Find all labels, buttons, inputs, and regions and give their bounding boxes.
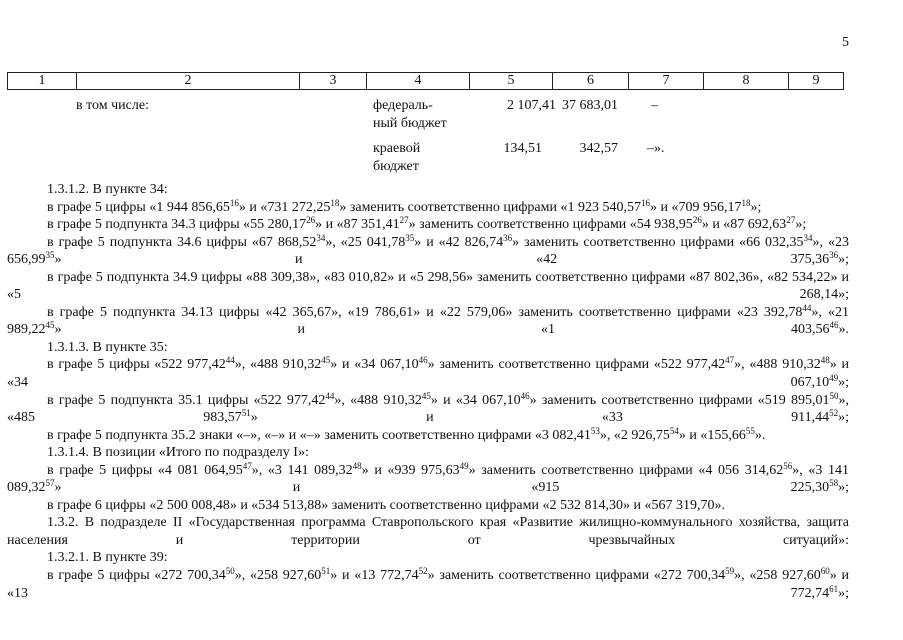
col-1: 1 (8, 73, 77, 90)
col-6: 6 (553, 73, 629, 90)
footnote-ref: 47 (242, 460, 252, 471)
paragraph (7, 181, 849, 199)
text-run: » заменить соответственно цифрами «272 700,34 (427, 568, 726, 584)
text-run: 1.3.1.3. В пункте 35: (47, 339, 168, 355)
text-run: », «258 927,60 (734, 568, 821, 584)
document-body (7, 181, 849, 602)
text-run: » и «915 225,30 (54, 480, 830, 496)
text-run: » заменить соответственно цифрами «1 923 540,57 (339, 199, 641, 215)
paragraph (7, 567, 849, 602)
col-4: 4 (367, 73, 470, 90)
footnote-ref: 47 (725, 355, 735, 366)
text-run: ». (754, 427, 766, 443)
footnote-ref: 27 (786, 215, 796, 226)
paragraph (7, 497, 849, 515)
text-run: » и «42 375,36 (54, 252, 830, 268)
text-run: » заменить соответственно цифрами «66 032,35 (512, 234, 804, 250)
text-run: », «3 141 089,32 (251, 462, 353, 478)
footnote-ref: 34 (316, 232, 326, 243)
text-run: в графе 5 подпункта 35.2 знаки «–», «–» и «–» заменить соответственно цифрами «3 082,41 (47, 427, 591, 443)
table-column-header (7, 72, 844, 90)
footnote-ref: 52 (829, 408, 839, 419)
footnote-ref: 45 (45, 320, 55, 331)
text-run: в графе 6 цифры «2 500 008,48» и «534 513,88» заменить соответственно цифрами «2 532 814,30» и «567 319,70». (47, 497, 725, 513)
text-run: »; (750, 199, 762, 215)
value-col-6: 37 683,01 (562, 98, 618, 113)
footnote-ref: 44 (802, 302, 812, 313)
text-run: 1.3.1.2. В пункте 34: (47, 182, 168, 197)
text-run: в графе 5 подпункта 34.3 цифры «55 280,17 (47, 217, 307, 233)
footnote-ref: 16 (229, 197, 239, 208)
col-2: 2 (77, 73, 300, 90)
text-run: в графе 5 подпункта 34.6 цифры «67 868,52 (47, 234, 317, 250)
paragraph (7, 427, 849, 445)
text-run: » и «731 272,25 (238, 199, 331, 215)
text-run: » и «34 067,10 (7, 357, 849, 391)
footnote-ref: 16 (641, 197, 650, 208)
footnote-ref: 46 (829, 320, 839, 331)
text-run: », «488 910,32 (734, 357, 821, 373)
footnote-ref: 45 (321, 355, 331, 366)
text-run: 1.3.2. В подразделе II «Государственная программа Ставропольского края «Развитие жилищно-коммунального хозяйства, защита населения и территории от чрезвычайных ситуаций»: (7, 515, 849, 548)
paragraph (7, 304, 849, 339)
paragraph (7, 339, 849, 357)
text-run: »; (795, 217, 807, 233)
paragraph (7, 234, 849, 269)
paragraph (7, 514, 849, 549)
col-3: 3 (300, 73, 367, 90)
footnote-ref: 52 (418, 566, 428, 577)
text-run: » заменить соответственно цифрами «522 977,42 (427, 357, 726, 373)
text-run: » и «42 826,74 (414, 234, 504, 250)
footnote-ref: 59 (725, 566, 735, 577)
footnote-ref: 57 (45, 478, 55, 489)
text-run: », «21 989,22 (7, 304, 849, 338)
text-run: в графе 5 подпункта 35.1 цифры «522 977,42 (47, 392, 326, 408)
page-number: 5 (842, 35, 849, 50)
value-col-7: – (651, 98, 658, 113)
footnote-ref: 60 (820, 566, 830, 577)
footnote-ref: 51 (321, 566, 331, 577)
text-run: », «23 656,99 (7, 234, 850, 268)
value-col-5: 134,51 (503, 141, 542, 156)
footnote-ref: 61 (829, 583, 839, 594)
text-run: в графе 5 цифры «272 700,34 (47, 568, 226, 584)
text-run: » и «709 956,17 (650, 199, 742, 215)
col-8: 8 (704, 73, 789, 90)
footnote-ref: 36 (829, 250, 839, 261)
text-run: »; (838, 410, 849, 426)
text-run: »; (838, 480, 849, 496)
footnote-ref: 35 (405, 232, 415, 243)
text-run: ». (838, 322, 849, 338)
paragraph (7, 462, 849, 497)
text-run: », «488 910,32 (334, 392, 422, 408)
footnote-ref: 50 (829, 390, 839, 401)
footnote-ref: 36 (503, 232, 513, 243)
footnote-ref: 48 (352, 460, 362, 471)
text-run: »; (838, 252, 849, 268)
text-run: в графе 5 цифры «522 977,42 (47, 357, 226, 373)
text-run: в графе 5 цифры «1 944 856,65 (47, 199, 230, 215)
footnote-ref: 55 (745, 425, 755, 436)
paragraph (7, 269, 849, 304)
text-run: » заменить соответственно цифрами «4 056 314,62 (468, 462, 784, 478)
value-col-5: 2 107,41 (507, 98, 556, 113)
footnote-ref: 34 (803, 232, 813, 243)
text-run: » и «34 067,10 (430, 392, 521, 408)
footnote-ref: 44 (225, 355, 235, 366)
footnote-ref: 46 (520, 390, 530, 401)
fund-name: краевой бюджет (373, 141, 421, 174)
footnote-ref: 48 (820, 355, 830, 366)
paragraph (7, 549, 849, 567)
text-run: », «485 983,57 (7, 392, 849, 426)
text-run: » и «33 911,44 (250, 410, 830, 426)
text-run: » и «87 692,63 (701, 217, 787, 233)
text-run: », «488 910,32 (234, 357, 322, 373)
footnote-ref: 26 (692, 215, 702, 226)
footnote-ref: 53 (590, 425, 600, 436)
text-run: » заменить соответственно цифрами «519 895,01 (529, 392, 830, 408)
text-run: »; (838, 375, 849, 391)
col-5: 5 (470, 73, 553, 90)
footnote-ref: 56 (783, 460, 793, 471)
paragraph (7, 444, 849, 462)
text-run: », «25 041,78 (325, 234, 406, 250)
footnote-ref: 54 (669, 425, 679, 436)
text-run: », «2 926,75 (599, 427, 670, 443)
fund-name: федераль- ный бюджет (373, 98, 447, 131)
footnote-ref: 49 (829, 373, 839, 384)
footnote-ref: 35 (45, 250, 55, 261)
text-run: 1.3.1.4. В позиции «Итого по подразделу I»: (47, 445, 309, 461)
text-run: » и «34 067,10 (330, 357, 419, 373)
text-run: »; (838, 585, 849, 601)
footnote-ref: 45 (421, 390, 431, 401)
text-run: в графе 5 цифры «4 081 064,95 (47, 462, 243, 478)
footnote-ref: 44 (325, 390, 335, 401)
paragraph (7, 392, 849, 427)
text-run: » и «939 975,63 (361, 462, 460, 478)
text-run: 1.3.2.1. В пункте 39: (47, 550, 168, 566)
footnote-ref: 27 (399, 215, 409, 226)
text-run: в графе 5 подпункта 34.13 цифры «42 365,67», «19 786,61» и «22 579,06» заменить соответственно цифрами «23 392,78 (47, 304, 803, 320)
row-label: в том числе: (76, 98, 149, 113)
text-run: », «3 141 089,32 (7, 462, 850, 496)
text-run: » и «13 772,74 (330, 568, 419, 584)
footnote-ref: 18 (741, 197, 751, 208)
paragraph (7, 356, 849, 391)
footnote-ref: 18 (330, 197, 340, 208)
text-run: » и «155,66 (678, 427, 746, 443)
footnote-ref: 50 (225, 566, 235, 577)
text-run: » и «13 772,74 (7, 568, 849, 601)
footnote-ref: 26 (306, 215, 316, 226)
col-7: 7 (629, 73, 704, 90)
paragraph (7, 199, 849, 217)
value-col-6: 342,57 (579, 141, 618, 156)
footnote-ref: 58 (829, 478, 839, 489)
paragraph (7, 216, 849, 234)
text-run: », «258 927,60 (234, 568, 322, 584)
footnote-ref: 51 (241, 408, 251, 419)
value-col-7: –». (647, 141, 665, 156)
col-9: 9 (789, 73, 844, 90)
footnote-ref: 46 (418, 355, 428, 366)
text-run: » и «1 403,56 (54, 322, 830, 338)
text-run: в графе 5 подпункта 34.9 цифры «88 309,38», «83 010,82» и «5 298,56» заменить соответственно цифрами «87 802,36», «82 534,22» и «5 268,14»; (7, 269, 849, 303)
footnote-ref: 49 (459, 460, 469, 471)
text-run: » заменить соответственно цифрами «54 938,95 (408, 217, 693, 233)
text-run: » и «87 351,41 (315, 217, 400, 233)
